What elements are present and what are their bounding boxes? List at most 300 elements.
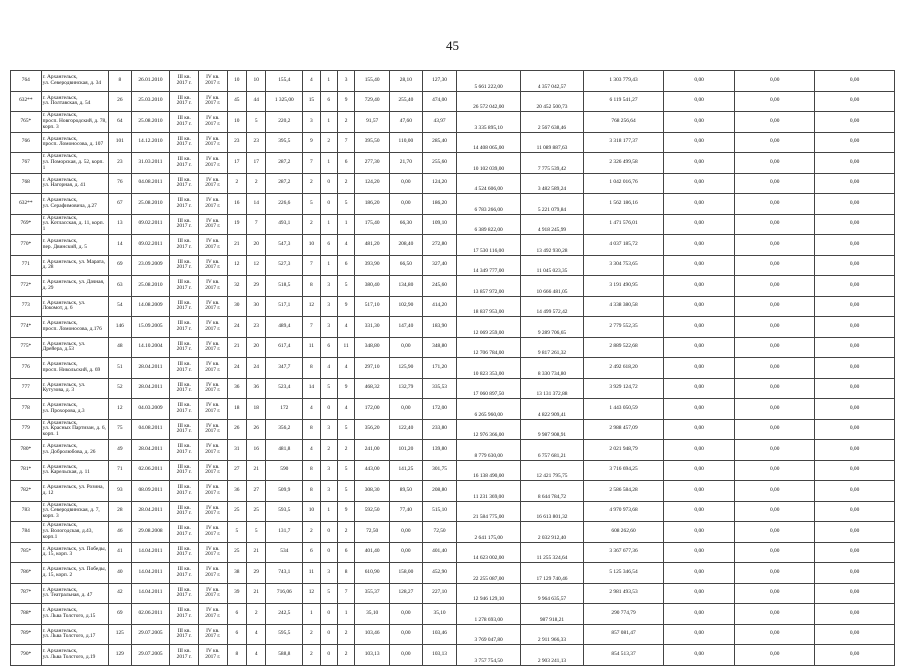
cell-residents-relocated: 30 xyxy=(247,296,266,317)
cell-regional-cost: 1 443 050,59 xyxy=(584,399,664,420)
cell-residents-relocated: 20 xyxy=(247,337,266,358)
cell-total-cost: 4 524 606,00 xyxy=(457,173,520,194)
cell-fund-cost: 11 089 887,63 xyxy=(520,132,583,153)
cell-area-total: 155,4 xyxy=(266,71,303,92)
cell-local-cost: 0,00 xyxy=(663,399,735,420)
cell-rooms-total: 8 xyxy=(303,460,320,481)
table-row xyxy=(11,399,895,420)
cell-local-cost: 0,00 xyxy=(663,501,735,522)
cell-total-cost: 14 408 065,00 xyxy=(457,132,520,153)
cell-rooms-municipal: 5 xyxy=(337,419,354,440)
cell-rooms-municipal: 2 xyxy=(337,173,354,194)
cell-extra-cost: 0,00 xyxy=(735,317,815,338)
cell-other-cost: 0,00 xyxy=(815,173,895,194)
cell-address: г. Архангельск, ул. Победы, д. 15, корп. 3 xyxy=(41,542,108,563)
cell-area-owned: 0,00 xyxy=(390,194,423,215)
cell-residents-relocated: 14 xyxy=(247,194,266,215)
cell-fund-cost: 9 817 261,32 xyxy=(520,337,583,358)
cell-total-cost: 14 623 002,00 xyxy=(457,542,520,563)
cell-doc-date: 14.08.2009 xyxy=(131,296,170,317)
cell-area-relocated: 175,40 xyxy=(355,214,390,235)
cell-other-cost: 0,00 xyxy=(815,501,895,522)
cell-area-municipal: 414,20 xyxy=(422,296,457,317)
cell-extra-cost: 0,00 xyxy=(735,522,815,543)
table-row xyxy=(11,501,895,522)
cell-rooms-owned: 1 xyxy=(320,214,337,235)
cell-rooms-total: 2 xyxy=(303,214,320,235)
cell-regional-cost: 2 492 618,20 xyxy=(584,358,664,379)
cell-stage-end: IV кв. 2017 г. xyxy=(199,153,228,174)
cell-extra-cost: 0,00 xyxy=(735,91,815,112)
cell-local-cost: 0,00 xyxy=(663,112,735,133)
cell-rooms-owned: 1 xyxy=(320,153,337,174)
cell-residents-relocated: 17 xyxy=(247,153,266,174)
cell-area-municipal: 515,10 xyxy=(422,501,457,522)
cell-regional-cost: 4 338 380,58 xyxy=(584,296,664,317)
cell-regional-cost: 854 513,37 xyxy=(584,645,664,666)
cell-stage-end: IV кв. 2017 г. xyxy=(199,542,228,563)
cell-residents-relocated: 16 xyxy=(247,440,266,461)
cell-fund-cost: 2 567 638,46 xyxy=(520,112,583,133)
cell-stage-end: IV кв. 2017 г. xyxy=(199,645,228,666)
cell-area-municipal: 285,40 xyxy=(422,132,457,153)
cell-local-cost: 0,00 xyxy=(663,378,735,399)
cell-doc-date: 28.04.2011 xyxy=(131,440,170,461)
cell-local-cost: 0,00 xyxy=(663,276,735,297)
cell-stage-end: IV кв. 2017 г. xyxy=(199,255,228,276)
cell-regional-cost: 2 326 499,58 xyxy=(584,153,664,174)
cell-extra-cost: 0,00 xyxy=(735,214,815,235)
cell-regional-cost: 1 303 779,43 xyxy=(584,71,664,92)
cell-other-cost: 0,00 xyxy=(815,563,895,584)
cell-stage-start: III кв. 2017 г. xyxy=(170,255,199,276)
cell-rooms-total: 9 xyxy=(303,132,320,153)
table-row xyxy=(11,317,895,338)
cell-house-number: 789* xyxy=(11,624,42,645)
cell-doc-date: 28.04.2011 xyxy=(131,378,170,399)
cell-fund-cost: 987 918,21 xyxy=(520,604,583,625)
cell-residents-relocated: 21 xyxy=(247,542,266,563)
cell-extra-cost: 0,00 xyxy=(735,440,815,461)
cell-residents-total: 39 xyxy=(227,583,246,604)
cell-area-relocated: 297,10 xyxy=(355,358,390,379)
cell-rooms-owned: 0 xyxy=(320,624,337,645)
cell-rooms-owned: 3 xyxy=(320,481,337,502)
cell-regional-cost: 857 081,47 xyxy=(584,624,664,645)
table-row xyxy=(11,645,895,666)
cell-stage-start: III кв. 2017 г. xyxy=(170,481,199,502)
cell-regional-cost: 2 779 552,35 xyxy=(584,317,664,338)
cell-rooms-total: 2 xyxy=(303,624,320,645)
cell-area-owned: 0,00 xyxy=(390,645,423,666)
cell-house-number: 770* xyxy=(11,235,42,256)
cell-house-number: 771 xyxy=(11,255,42,276)
cell-area-relocated: 331,30 xyxy=(355,317,390,338)
cell-area-relocated: 393,90 xyxy=(355,255,390,276)
cell-regional-cost: 3 304 753,65 xyxy=(584,255,664,276)
cell-doc-number: 101 xyxy=(109,132,131,153)
cell-area-total: 356,2 xyxy=(266,419,303,440)
cell-extra-cost: 0,00 xyxy=(735,358,815,379)
cell-extra-cost: 0,00 xyxy=(735,563,815,584)
cell-stage-start: III кв. 2017 г. xyxy=(170,91,199,112)
cell-rooms-municipal: 1 xyxy=(337,604,354,625)
cell-total-cost: 12 976 366,00 xyxy=(457,419,520,440)
cell-doc-date: 26.01.2010 xyxy=(131,71,170,92)
cell-other-cost: 0,00 xyxy=(815,378,895,399)
cell-total-cost: 8 779 630,00 xyxy=(457,440,520,461)
cell-rooms-total: 11 xyxy=(303,563,320,584)
cell-other-cost: 0,00 xyxy=(815,337,895,358)
cell-regional-cost: 1 042 016,76 xyxy=(584,173,664,194)
cell-stage-end: IV кв. 2017 г. xyxy=(199,419,228,440)
cell-rooms-total: 1 xyxy=(303,604,320,625)
cell-rooms-total: 10 xyxy=(303,501,320,522)
cell-extra-cost: 0,00 xyxy=(735,378,815,399)
cell-residents-relocated: 10 xyxy=(247,71,266,92)
cell-total-cost: 13 857 972,00 xyxy=(457,276,520,297)
cell-fund-cost: 7 775 539,42 xyxy=(520,153,583,174)
cell-area-owned: 255,40 xyxy=(390,91,423,112)
cell-area-municipal: 474,00 xyxy=(422,91,457,112)
cell-other-cost: 0,00 xyxy=(815,440,895,461)
cell-doc-date: 02.06.2011 xyxy=(131,604,170,625)
cell-fund-cost: 4 822 909,41 xyxy=(520,399,583,420)
cell-doc-number: 52 xyxy=(109,378,131,399)
cell-rooms-owned: 0 xyxy=(320,645,337,666)
cell-stage-start: III кв. 2017 г. xyxy=(170,235,199,256)
cell-residents-total: 10 xyxy=(227,71,246,92)
cell-address: г. Архангельск, ул. Розина, д. 12 xyxy=(41,481,108,502)
cell-fund-cost: 6 757 681,21 xyxy=(520,440,583,461)
table-row xyxy=(11,214,895,235)
cell-total-cost: 3 335 895,10 xyxy=(457,112,520,133)
cell-area-owned: 0,00 xyxy=(390,337,423,358)
cell-residents-total: 18 xyxy=(227,399,246,420)
cell-local-cost: 0,00 xyxy=(663,624,735,645)
cell-fund-cost: 2 903 241,13 xyxy=(520,645,583,666)
cell-stage-end: IV кв. 2017 г. xyxy=(199,399,228,420)
cell-doc-date: 14.04.2011 xyxy=(131,563,170,584)
cell-other-cost: 0,00 xyxy=(815,71,895,92)
cell-rooms-total: 2 xyxy=(303,522,320,543)
cell-area-municipal: 172,00 xyxy=(422,399,457,420)
cell-local-cost: 0,00 xyxy=(663,173,735,194)
cell-rooms-total: 2 xyxy=(303,173,320,194)
cell-stage-end: IV кв. 2017 г. xyxy=(199,173,228,194)
cell-extra-cost: 0,00 xyxy=(735,296,815,317)
cell-address: г. Архангельск, ул. Льва Толстого, д.17 xyxy=(41,624,108,645)
cell-rooms-municipal: 4 xyxy=(337,235,354,256)
cell-total-cost: 10 102 039,00 xyxy=(457,153,520,174)
cell-house-number: 772* xyxy=(11,276,42,297)
cell-area-owned: 132,79 xyxy=(390,378,423,399)
cell-stage-end: IV кв. 2017 г. xyxy=(199,358,228,379)
cell-regional-cost: 2 981 493,53 xyxy=(584,583,664,604)
cell-rooms-total: 12 xyxy=(303,583,320,604)
cell-local-cost: 0,00 xyxy=(663,440,735,461)
cell-house-number: 765* xyxy=(11,112,42,133)
cell-other-cost: 0,00 xyxy=(815,645,895,666)
cell-area-relocated: 308,30 xyxy=(355,481,390,502)
cell-area-municipal: 452,90 xyxy=(422,563,457,584)
cell-area-municipal: 103,46 xyxy=(422,624,457,645)
cell-total-cost: 22 255 087,00 xyxy=(457,563,520,584)
cell-residents-total: 21 xyxy=(227,337,246,358)
cell-residents-relocated: 21 xyxy=(247,460,266,481)
cell-address: г. Архангельск, ул. Карельская, д. 11 xyxy=(41,460,108,481)
cell-doc-number: 63 xyxy=(109,276,131,297)
cell-area-total: 743,1 xyxy=(266,563,303,584)
cell-residents-total: 25 xyxy=(227,501,246,522)
cell-fund-cost: 12 421 795,75 xyxy=(520,460,583,481)
cell-total-cost: 12 946 129,10 xyxy=(457,583,520,604)
cell-address: г. Архангельск, ул. Локомот, д. 6 xyxy=(41,296,108,317)
cell-other-cost: 0,00 xyxy=(815,194,895,215)
cell-house-number: 775* xyxy=(11,337,42,358)
cell-house-number: 769* xyxy=(11,214,42,235)
cell-rooms-total: 11 xyxy=(303,337,320,358)
cell-fund-cost: 2 911 966,33 xyxy=(520,624,583,645)
cell-residents-total: 25 xyxy=(227,542,246,563)
cell-residents-total: 31 xyxy=(227,440,246,461)
cell-rooms-owned: 0 xyxy=(320,173,337,194)
cell-doc-number: 8 xyxy=(109,71,131,92)
cell-area-relocated: 592,50 xyxy=(355,501,390,522)
cell-regional-cost: 2 021 948,79 xyxy=(584,440,664,461)
cell-stage-end: IV кв. 2017 г. xyxy=(199,337,228,358)
cell-residents-total: 24 xyxy=(227,358,246,379)
cell-local-cost: 0,00 xyxy=(663,255,735,276)
cell-area-relocated: 348,80 xyxy=(355,337,390,358)
cell-total-cost: 18 837 953,00 xyxy=(457,296,520,317)
cell-doc-number: 48 xyxy=(109,337,131,358)
cell-stage-start: III кв. 2017 г. xyxy=(170,112,199,133)
cell-fund-cost: 16 613 801,32 xyxy=(520,501,583,522)
cell-rooms-total: 15 xyxy=(303,91,320,112)
cell-rooms-total: 4 xyxy=(303,71,320,92)
cell-doc-date: 23.09.2009 xyxy=(131,255,170,276)
cell-other-cost: 0,00 xyxy=(815,91,895,112)
cell-total-cost: 14 349 777,00 xyxy=(457,255,520,276)
cell-rooms-total: 8 xyxy=(303,276,320,297)
cell-residents-total: 19 xyxy=(227,214,246,235)
cell-rooms-total: 3 xyxy=(303,112,320,133)
cell-area-relocated: 355,37 xyxy=(355,583,390,604)
cell-area-owned: 102,90 xyxy=(390,296,423,317)
cell-regional-cost: 608 262,60 xyxy=(584,522,664,543)
cell-stage-start: III кв. 2017 г. xyxy=(170,460,199,481)
cell-address: г. Архангельск, ул. Льва Толстого, д.15 xyxy=(41,604,108,625)
table-row xyxy=(11,173,895,194)
cell-rooms-owned: 0 xyxy=(320,522,337,543)
cell-local-cost: 0,00 xyxy=(663,460,735,481)
cell-extra-cost: 0,00 xyxy=(735,132,815,153)
cell-total-cost: 6 265 960,00 xyxy=(457,399,520,420)
cell-doc-number: 125 xyxy=(109,624,131,645)
cell-rooms-total: 12 xyxy=(303,296,320,317)
cell-area-relocated: 468,32 xyxy=(355,378,390,399)
cell-doc-date: 09.02.2011 xyxy=(131,214,170,235)
cell-local-cost: 0,00 xyxy=(663,132,735,153)
cell-doc-number: 69 xyxy=(109,604,131,625)
cell-address: г. Архангельск, просп. Ломоносова, д.176 xyxy=(41,317,108,338)
cell-area-total: 593,5 xyxy=(266,501,303,522)
cell-house-number: 788* xyxy=(11,604,42,625)
cell-area-municipal: 183,90 xyxy=(422,317,457,338)
cell-area-municipal: 127,30 xyxy=(422,71,457,92)
cell-rooms-municipal: 1 xyxy=(337,214,354,235)
cell-other-cost: 0,00 xyxy=(815,542,895,563)
cell-rooms-municipal: 6 xyxy=(337,542,354,563)
cell-area-owned: 134,80 xyxy=(390,276,423,297)
cell-extra-cost: 0,00 xyxy=(735,501,815,522)
cell-fund-cost: 3 482 589,24 xyxy=(520,173,583,194)
cell-other-cost: 0,00 xyxy=(815,276,895,297)
cell-stage-start: III кв. 2017 г. xyxy=(170,337,199,358)
cell-local-cost: 0,00 xyxy=(663,194,735,215)
cell-local-cost: 0,00 xyxy=(663,583,735,604)
cell-total-cost: 12 706 784,00 xyxy=(457,337,520,358)
cell-rooms-total: 8 xyxy=(303,419,320,440)
cell-area-municipal: 109,10 xyxy=(422,214,457,235)
table-row xyxy=(11,153,895,174)
cell-area-municipal: 401,40 xyxy=(422,542,457,563)
cell-rooms-total: 4 xyxy=(303,399,320,420)
table-row xyxy=(11,542,895,563)
cell-doc-date: 02.06.2011 xyxy=(131,460,170,481)
cell-doc-number: 40 xyxy=(109,563,131,584)
cell-stage-start: III кв. 2017 г. xyxy=(170,624,199,645)
cell-doc-date: 14.10.2004 xyxy=(131,337,170,358)
cell-rooms-owned: 5 xyxy=(320,583,337,604)
cell-doc-date: 25.08.2010 xyxy=(131,112,170,133)
cell-doc-number: 76 xyxy=(109,173,131,194)
cell-total-cost: 3 757 754,50 xyxy=(457,645,520,666)
cell-fund-cost: 2 032 912,40 xyxy=(520,522,583,543)
cell-area-municipal: 255,60 xyxy=(422,153,457,174)
cell-doc-number: 42 xyxy=(109,583,131,604)
cell-regional-cost: 2 988 457,09 xyxy=(584,419,664,440)
cell-rooms-total: 7 xyxy=(303,317,320,338)
cell-other-cost: 0,00 xyxy=(815,419,895,440)
cell-extra-cost: 0,00 xyxy=(735,624,815,645)
cell-area-total: 287,2 xyxy=(266,153,303,174)
cell-stage-end: IV кв. 2017 г. xyxy=(199,460,228,481)
cell-rooms-municipal: 9 xyxy=(337,296,354,317)
housing-program-table xyxy=(10,70,895,666)
cell-fund-cost: 11 045 023,35 xyxy=(520,255,583,276)
cell-other-cost: 0,00 xyxy=(815,481,895,502)
cell-address: г. Архангельск, ул. Театральная, д. 47 xyxy=(41,583,108,604)
cell-area-total: 534 xyxy=(266,542,303,563)
table-row xyxy=(11,460,895,481)
cell-rooms-municipal: 8 xyxy=(337,563,354,584)
cell-address: г. Архангельск, ул. Северодвинская, д. 34 xyxy=(41,71,108,92)
cell-fund-cost: 4 918 245,99 xyxy=(520,214,583,235)
cell-extra-cost: 0,00 xyxy=(735,604,815,625)
cell-area-relocated: 443,00 xyxy=(355,460,390,481)
cell-residents-total: 12 xyxy=(227,255,246,276)
cell-doc-date: 28.04.2011 xyxy=(131,358,170,379)
cell-address: г. Архангельск, ул. Победы, д. 15, корп. 2 xyxy=(41,563,108,584)
cell-regional-cost: 4 037 185,72 xyxy=(584,235,664,256)
cell-other-cost: 0,00 xyxy=(815,235,895,256)
cell-area-owned: 21,70 xyxy=(390,153,423,174)
cell-stage-end: IV кв. 2017 г. xyxy=(199,91,228,112)
cell-area-owned: 208,40 xyxy=(390,235,423,256)
cell-doc-number: 28 xyxy=(109,501,131,522)
cell-area-total: 588,8 xyxy=(266,645,303,666)
cell-address: г. Архангельск, ул. Полтавская, д. 54 xyxy=(41,91,108,112)
cell-area-municipal: 124,20 xyxy=(422,173,457,194)
cell-rooms-municipal: 6 xyxy=(337,153,354,174)
cell-address: г. Архангельск, просп. Ломоносова, д. 107 xyxy=(41,132,108,153)
table-row xyxy=(11,481,895,502)
cell-rooms-municipal: 5 xyxy=(337,194,354,215)
cell-rooms-total: 7 xyxy=(303,255,320,276)
table-row xyxy=(11,358,895,379)
cell-regional-cost: 3 716 694,25 xyxy=(584,460,664,481)
cell-area-total: 481,8 xyxy=(266,440,303,461)
cell-residents-total: 16 xyxy=(227,194,246,215)
cell-extra-cost: 0,00 xyxy=(735,255,815,276)
cell-fund-cost: 9 964 635,57 xyxy=(520,583,583,604)
cell-regional-cost: 3 191 490,95 xyxy=(584,276,664,297)
cell-rooms-municipal: 11 xyxy=(337,337,354,358)
cell-rooms-municipal: 2 xyxy=(337,112,354,133)
cell-area-municipal: 335,53 xyxy=(422,378,457,399)
cell-rooms-municipal: 2 xyxy=(337,522,354,543)
cell-fund-cost: 13 492 930,28 xyxy=(520,235,583,256)
cell-local-cost: 0,00 xyxy=(663,542,735,563)
cell-doc-number: 75 xyxy=(109,419,131,440)
cell-local-cost: 0,00 xyxy=(663,481,735,502)
cell-stage-end: IV кв. 2017 г. xyxy=(199,501,228,522)
cell-stage-start: III кв. 2017 г. xyxy=(170,399,199,420)
cell-residents-total: 45 xyxy=(227,91,246,112)
cell-stage-start: III кв. 2017 г. xyxy=(170,419,199,440)
cell-other-cost: 0,00 xyxy=(815,624,895,645)
cell-area-owned: 122,40 xyxy=(390,419,423,440)
cell-fund-cost: 8 644 784,72 xyxy=(520,481,583,502)
cell-rooms-municipal: 4 xyxy=(337,358,354,379)
cell-house-number: 790* xyxy=(11,645,42,666)
cell-regional-cost: 3 367 677,36 xyxy=(584,542,664,563)
cell-residents-relocated: 4 xyxy=(247,645,266,666)
cell-regional-cost: 1 562 186,16 xyxy=(584,194,664,215)
cell-area-relocated: 241,00 xyxy=(355,440,390,461)
cell-area-municipal: 35,10 xyxy=(422,604,457,625)
cell-area-total: 509,9 xyxy=(266,481,303,502)
cell-house-number: 773 xyxy=(11,296,42,317)
cell-regional-cost: 5 125 346,54 xyxy=(584,563,664,584)
cell-extra-cost: 0,00 xyxy=(735,153,815,174)
cell-house-number: 779 xyxy=(11,419,42,440)
cell-area-total: 523,4 xyxy=(266,378,303,399)
cell-residents-relocated: 2 xyxy=(247,173,266,194)
cell-area-relocated: 401,40 xyxy=(355,542,390,563)
cell-stage-end: IV кв. 2017 г. xyxy=(199,296,228,317)
cell-local-cost: 0,00 xyxy=(663,337,735,358)
cell-area-total: 131,7 xyxy=(266,522,303,543)
cell-regional-cost: 6 119 541,27 xyxy=(584,91,664,112)
cell-area-owned: 147,40 xyxy=(390,317,423,338)
cell-residents-total: 21 xyxy=(227,235,246,256)
cell-stage-start: III кв. 2017 г. xyxy=(170,173,199,194)
cell-address: г. Архангельск, ул. Льва Толстого, д.19 xyxy=(41,645,108,666)
cell-area-total: 547,3 xyxy=(266,235,303,256)
